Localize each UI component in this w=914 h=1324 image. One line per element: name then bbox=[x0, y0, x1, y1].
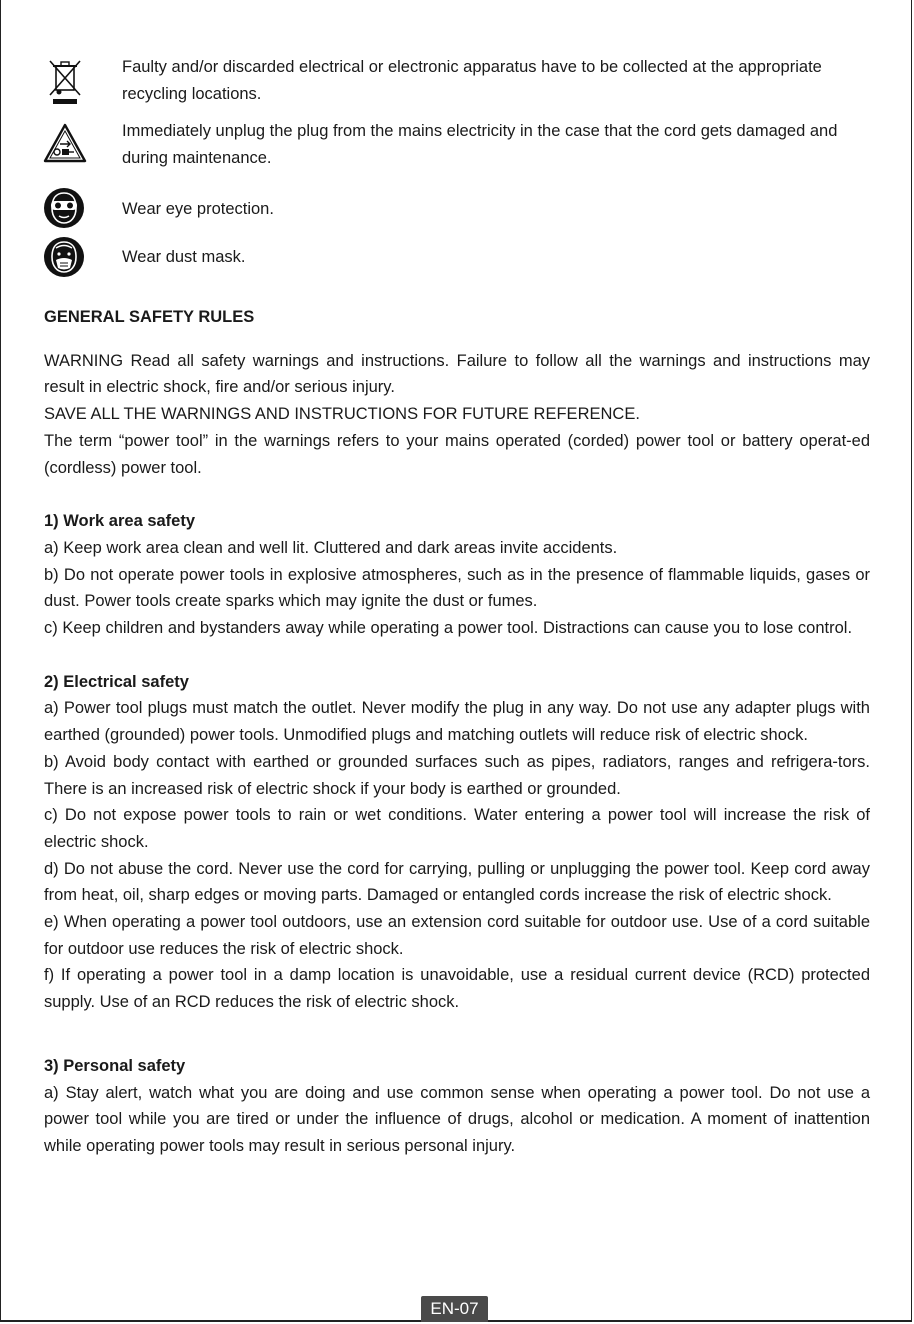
list-item: e) When operating a power tool outdoors, use an extension cord suitable for outdoor use. Use of a cord suitable for outdoor use reduces the risk of electric shock. bbox=[44, 913, 870, 958]
symbol-text-eye: Wear eye protection. bbox=[122, 200, 274, 218]
list-item: d) Do not abuse the cord. Never use the cord for carrying, pulling or unplugging the power tool. Keep cord away from heat, oil, sharp edges or moving parts. Damaged or entangled cords increase the risk of electric shock. bbox=[44, 859, 870, 905]
page-number-badge: EN-07 bbox=[421, 1296, 488, 1322]
main-content bbox=[44, 304, 870, 1160]
term-paragraph: The term “power tool” in the warnings refers to your mains operated (corded) power tool or battery operat-ed (cordless) power tool. bbox=[44, 431, 870, 477]
list-item: b) Avoid body contact with earthed or grounded surfaces such as pipes, radiators, ranges and refrigera-tors. There is an increased risk of electric shock if your body is earthed or grounded. bbox=[44, 752, 870, 798]
warning-paragraph: WARNING Read all safety warnings and instructions. Failure to follow all the warnings and instructions may result in electric shock, fire and/or serious injury. bbox=[44, 351, 870, 397]
symbol-text-mask: Wear dust mask. bbox=[122, 248, 246, 266]
unplug-warning-icon bbox=[43, 123, 87, 168]
dust-mask-icon bbox=[43, 236, 85, 283]
general-safety-title: GENERAL SAFETY RULES bbox=[44, 308, 255, 326]
list-item: b) Do not operate power tools in explosive atmospheres, such as in the presence of flammable liquids, gases or dust. Power tools create sparks which may ignite the dust or fumes. bbox=[44, 565, 870, 611]
list-item: a) Keep work area clean and well lit. Cluttered and dark areas invite accidents. bbox=[44, 538, 618, 557]
section-title-personal: 3) Personal safety bbox=[44, 1056, 186, 1075]
list-item: f) If operating a power tool in a damp location is unavoidable, use a residual current device (RCD) protected supply. Use of an RCD reduces the risk of electric shock. bbox=[44, 966, 870, 1012]
save-paragraph: SAVE ALL THE WARNINGS AND INSTRUCTIONS FOR FUTURE REFERENCE. bbox=[44, 405, 640, 424]
section-title-work-area: 1) Work area safety bbox=[44, 512, 196, 531]
list-item: a) Stay alert, watch what you are doing and use common sense when operating a power tool. Do not use a power tool while you are tired or under the influence of drugs, alcohol or medication. A moment of inattention while operating power tools may result in serious personal injury. bbox=[44, 1083, 870, 1155]
list-item: c) Do not expose power tools to rain or wet conditions. Water entering a power tool will increase the risk of electric shock. bbox=[44, 806, 870, 851]
section-title-electrical: 2) Electrical safety bbox=[44, 672, 189, 691]
list-item: a) Power tool plugs must match the outlet. Never modify the plug in any way. Do not use any adapter plugs with earthed (grounded) power tools. Unmodified plugs and matching outlets will reduce risk of electric shock. bbox=[44, 699, 870, 745]
symbol-text-unplug: Immediately unplug the plug from the mains electricity in the case that the cord gets damaged and during maintenance. bbox=[122, 122, 838, 167]
eye-protection-icon bbox=[43, 187, 85, 234]
list-item: c) Keep children and bystanders away while operating a power tool. Distractions can cause you to lose control. bbox=[44, 619, 853, 638]
crossed-bin-icon bbox=[47, 58, 83, 111]
symbol-text-recycling: Faulty and/or discarded electrical or electronic apparatus have to be collected at the appropriate recycling locations. bbox=[122, 58, 822, 103]
